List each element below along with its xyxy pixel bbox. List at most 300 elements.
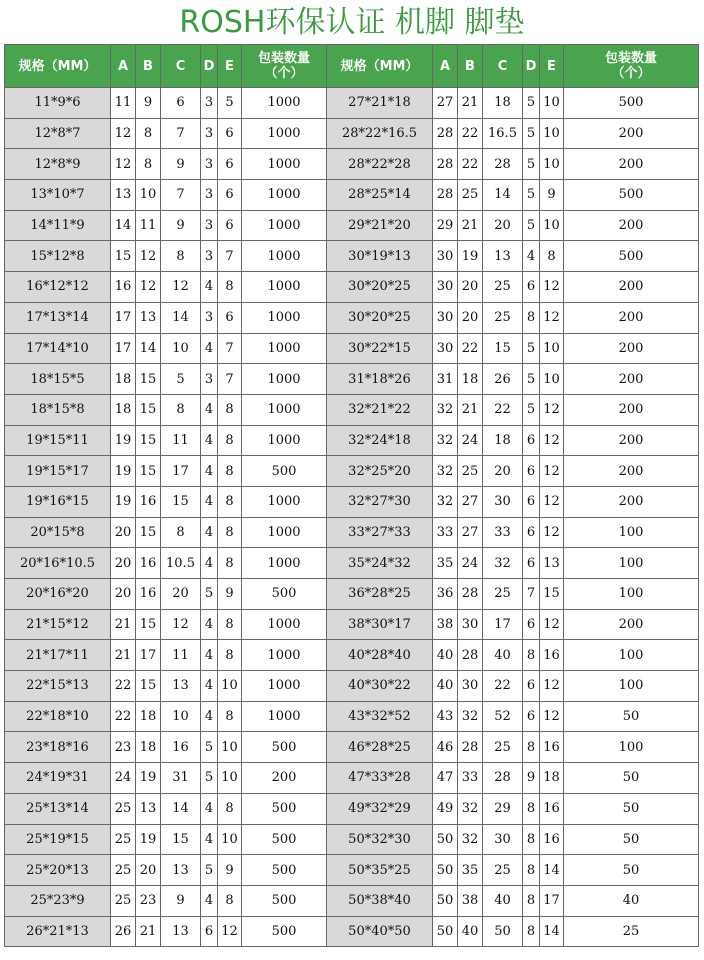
left-spec-cell: 19*15*17 xyxy=(5,456,111,487)
left-quantity-cell: 500 xyxy=(242,885,327,916)
right-quantity-cell: 100 xyxy=(564,671,699,702)
right-quantity-cell: 200 xyxy=(564,456,699,487)
right-b-cell: 32 xyxy=(458,793,483,824)
right-quantity-cell: 100 xyxy=(564,548,699,579)
right-a-cell: 33 xyxy=(433,517,458,548)
left-a-cell: 26 xyxy=(111,916,136,947)
right-a-cell: 35 xyxy=(433,548,458,579)
table-row xyxy=(5,486,699,517)
table-row xyxy=(5,824,699,855)
left-spec-cell: 20*15*8 xyxy=(5,517,111,548)
left-b-cell: 19 xyxy=(136,824,161,855)
left-quantity-cell: 1000 xyxy=(242,149,327,180)
table-header xyxy=(5,45,699,88)
right-c-cell: 25 xyxy=(483,272,523,303)
left-a-cell: 18 xyxy=(111,364,136,395)
right-quantity-cell: 50 xyxy=(564,701,699,732)
right-spec-cell: 30*19*13 xyxy=(327,241,433,272)
right-a-cell: 32 xyxy=(433,425,458,456)
left-spec-cell: 25*23*9 xyxy=(5,885,111,916)
right-a-cell: 43 xyxy=(433,701,458,732)
right-spec-cell: 35*24*32 xyxy=(327,548,433,579)
left-c-cell: 10 xyxy=(161,333,201,364)
left-c-cell: 9 xyxy=(161,149,201,180)
left-c-cell: 14 xyxy=(161,302,201,333)
right-quantity-cell: 200 xyxy=(564,149,699,180)
right-quantity-cell: 50 xyxy=(564,855,699,886)
left-spec-cell: 12*8*9 xyxy=(5,149,111,180)
right-e-cell: 12 xyxy=(540,456,564,487)
right-b-cell: 21 xyxy=(458,88,483,119)
right-b-cell: 24 xyxy=(458,425,483,456)
right-a-cell: 40 xyxy=(433,640,458,671)
right-e-cell: 12 xyxy=(540,517,564,548)
right-a-cell: 46 xyxy=(433,732,458,763)
right-b-cell: 25 xyxy=(458,180,483,211)
right-b-cell: 20 xyxy=(458,272,483,303)
right-quantity-cell: 50 xyxy=(564,824,699,855)
left-d-cell: 4 xyxy=(201,333,218,364)
left-quantity-cell: 1000 xyxy=(242,210,327,241)
left-d-cell: 4 xyxy=(201,548,218,579)
header-c: C xyxy=(483,45,523,88)
table-row xyxy=(5,855,699,886)
left-d-cell: 3 xyxy=(201,241,218,272)
right-d-cell: 6 xyxy=(523,486,540,517)
left-c-cell: 13 xyxy=(161,916,201,947)
left-d-cell: 3 xyxy=(201,149,218,180)
right-c-cell: 25 xyxy=(483,732,523,763)
left-e-cell: 7 xyxy=(218,333,242,364)
right-quantity-cell: 200 xyxy=(564,394,699,425)
right-c-cell: 40 xyxy=(483,640,523,671)
left-spec-cell: 12*8*7 xyxy=(5,118,111,149)
left-e-cell: 8 xyxy=(218,885,242,916)
table-row xyxy=(5,517,699,548)
left-spec-cell: 21*15*12 xyxy=(5,609,111,640)
right-spec-cell: 36*28*25 xyxy=(327,579,433,610)
left-a-cell: 21 xyxy=(111,609,136,640)
right-d-cell: 6 xyxy=(523,272,540,303)
left-e-cell: 6 xyxy=(218,149,242,180)
left-a-cell: 12 xyxy=(111,149,136,180)
right-b-cell: 28 xyxy=(458,579,483,610)
left-d-cell: 3 xyxy=(201,364,218,395)
right-a-cell: 50 xyxy=(433,916,458,947)
right-spec-cell: 28*22*16.5 xyxy=(327,118,433,149)
left-e-cell: 8 xyxy=(218,272,242,303)
header-quantity-line2: （个） xyxy=(264,66,304,81)
table-row xyxy=(5,302,699,333)
left-a-cell: 20 xyxy=(111,517,136,548)
right-e-cell: 15 xyxy=(540,579,564,610)
right-e-cell: 10 xyxy=(540,149,564,180)
left-c-cell: 13 xyxy=(161,671,201,702)
right-a-cell: 28 xyxy=(433,149,458,180)
right-c-cell: 28 xyxy=(483,763,523,794)
left-a-cell: 22 xyxy=(111,701,136,732)
left-e-cell: 6 xyxy=(218,302,242,333)
left-e-cell: 8 xyxy=(218,701,242,732)
right-e-cell: 13 xyxy=(540,548,564,579)
right-spec-cell: 47*33*28 xyxy=(327,763,433,794)
table-row xyxy=(5,701,699,732)
left-spec-cell: 15*12*8 xyxy=(5,241,111,272)
left-b-cell: 18 xyxy=(136,701,161,732)
left-spec-cell: 22*18*10 xyxy=(5,701,111,732)
left-a-cell: 22 xyxy=(111,671,136,702)
right-a-cell: 40 xyxy=(433,671,458,702)
header-quantity-line2: （个） xyxy=(611,66,651,81)
left-spec-cell: 11*9*6 xyxy=(5,88,111,119)
table-row xyxy=(5,885,699,916)
left-spec-cell: 24*19*31 xyxy=(5,763,111,794)
table-row xyxy=(5,763,699,794)
right-d-cell: 6 xyxy=(523,671,540,702)
right-d-cell: 5 xyxy=(523,364,540,395)
left-c-cell: 7 xyxy=(161,180,201,211)
right-a-cell: 30 xyxy=(433,302,458,333)
right-c-cell: 25 xyxy=(483,855,523,886)
right-e-cell: 17 xyxy=(540,885,564,916)
left-b-cell: 10 xyxy=(136,180,161,211)
spec-table xyxy=(4,44,699,947)
left-e-cell: 8 xyxy=(218,793,242,824)
left-b-cell: 12 xyxy=(136,272,161,303)
left-b-cell: 23 xyxy=(136,885,161,916)
right-c-cell: 33 xyxy=(483,517,523,548)
left-spec-cell: 13*10*7 xyxy=(5,180,111,211)
left-d-cell: 3 xyxy=(201,88,218,119)
right-quantity-cell: 500 xyxy=(564,180,699,211)
left-quantity-cell: 500 xyxy=(242,456,327,487)
header-spec: 规格（MM） xyxy=(327,45,433,88)
right-b-cell: 19 xyxy=(458,241,483,272)
right-d-cell: 8 xyxy=(523,732,540,763)
left-d-cell: 6 xyxy=(201,916,218,947)
right-quantity-cell: 50 xyxy=(564,763,699,794)
right-spec-cell: 28*25*14 xyxy=(327,180,433,211)
left-e-cell: 8 xyxy=(218,548,242,579)
right-b-cell: 32 xyxy=(458,701,483,732)
right-b-cell: 18 xyxy=(458,364,483,395)
left-d-cell: 4 xyxy=(201,609,218,640)
right-quantity-cell: 25 xyxy=(564,916,699,947)
right-d-cell: 8 xyxy=(523,793,540,824)
header-e: E xyxy=(218,45,242,88)
right-c-cell: 18 xyxy=(483,88,523,119)
left-a-cell: 25 xyxy=(111,855,136,886)
right-spec-cell: 32*27*30 xyxy=(327,486,433,517)
left-a-cell: 19 xyxy=(111,486,136,517)
left-quantity-cell: 1000 xyxy=(242,272,327,303)
table-row xyxy=(5,456,699,487)
left-b-cell: 17 xyxy=(136,640,161,671)
right-a-cell: 47 xyxy=(433,763,458,794)
header-e: E xyxy=(540,45,564,88)
left-c-cell: 10.5 xyxy=(161,548,201,579)
right-c-cell: 32 xyxy=(483,548,523,579)
right-e-cell: 12 xyxy=(540,486,564,517)
left-spec-cell: 25*19*15 xyxy=(5,824,111,855)
right-d-cell: 6 xyxy=(523,701,540,732)
right-d-cell: 5 xyxy=(523,118,540,149)
left-b-cell: 16 xyxy=(136,548,161,579)
right-d-cell: 4 xyxy=(523,241,540,272)
left-spec-cell: 17*13*14 xyxy=(5,302,111,333)
left-a-cell: 17 xyxy=(111,333,136,364)
left-b-cell: 15 xyxy=(136,425,161,456)
left-c-cell: 20 xyxy=(161,579,201,610)
left-quantity-cell: 1000 xyxy=(242,640,327,671)
right-a-cell: 50 xyxy=(433,855,458,886)
right-quantity-cell: 200 xyxy=(564,210,699,241)
left-c-cell: 11 xyxy=(161,425,201,456)
right-b-cell: 40 xyxy=(458,916,483,947)
right-spec-cell: 46*28*25 xyxy=(327,732,433,763)
left-e-cell: 12 xyxy=(218,916,242,947)
left-spec-cell: 18*15*5 xyxy=(5,364,111,395)
left-b-cell: 8 xyxy=(136,149,161,180)
right-b-cell: 22 xyxy=(458,333,483,364)
right-d-cell: 6 xyxy=(523,456,540,487)
left-d-cell: 4 xyxy=(201,272,218,303)
right-quantity-cell: 100 xyxy=(564,640,699,671)
right-e-cell: 12 xyxy=(540,609,564,640)
left-spec-cell: 25*20*13 xyxy=(5,855,111,886)
left-spec-cell: 19*16*15 xyxy=(5,486,111,517)
left-a-cell: 19 xyxy=(111,425,136,456)
left-b-cell: 13 xyxy=(136,302,161,333)
left-e-cell: 8 xyxy=(218,517,242,548)
left-c-cell: 13 xyxy=(161,855,201,886)
header-quantity xyxy=(564,45,699,88)
right-e-cell: 16 xyxy=(540,732,564,763)
left-e-cell: 10 xyxy=(218,763,242,794)
left-quantity-cell: 500 xyxy=(242,916,327,947)
left-a-cell: 19 xyxy=(111,456,136,487)
left-b-cell: 12 xyxy=(136,241,161,272)
right-a-cell: 29 xyxy=(433,210,458,241)
left-spec-cell: 20*16*20 xyxy=(5,579,111,610)
left-a-cell: 11 xyxy=(111,88,136,119)
left-b-cell: 15 xyxy=(136,394,161,425)
right-e-cell: 16 xyxy=(540,824,564,855)
left-a-cell: 12 xyxy=(111,118,136,149)
right-quantity-cell: 100 xyxy=(564,579,699,610)
left-d-cell: 3 xyxy=(201,210,218,241)
right-e-cell: 10 xyxy=(540,210,564,241)
right-a-cell: 30 xyxy=(433,272,458,303)
left-quantity-cell: 500 xyxy=(242,579,327,610)
left-quantity-cell: 1000 xyxy=(242,241,327,272)
right-b-cell: 24 xyxy=(458,548,483,579)
left-e-cell: 8 xyxy=(218,640,242,671)
table-row xyxy=(5,241,699,272)
left-a-cell: 20 xyxy=(111,548,136,579)
table-row xyxy=(5,272,699,303)
right-spec-cell: 40*28*40 xyxy=(327,640,433,671)
left-spec-cell: 20*16*10.5 xyxy=(5,548,111,579)
right-e-cell: 12 xyxy=(540,671,564,702)
right-e-cell: 12 xyxy=(540,272,564,303)
left-quantity-cell: 200 xyxy=(242,763,327,794)
right-a-cell: 30 xyxy=(433,241,458,272)
right-e-cell: 14 xyxy=(540,916,564,947)
left-a-cell: 20 xyxy=(111,579,136,610)
right-a-cell: 49 xyxy=(433,793,458,824)
right-c-cell: 40 xyxy=(483,885,523,916)
right-spec-cell: 40*30*22 xyxy=(327,671,433,702)
right-quantity-cell: 50 xyxy=(564,793,699,824)
right-d-cell: 6 xyxy=(523,517,540,548)
left-a-cell: 25 xyxy=(111,824,136,855)
left-e-cell: 6 xyxy=(218,118,242,149)
right-spec-cell: 30*20*25 xyxy=(327,272,433,303)
right-e-cell: 12 xyxy=(540,394,564,425)
right-quantity-cell: 200 xyxy=(564,118,699,149)
right-spec-cell: 50*35*25 xyxy=(327,855,433,886)
right-a-cell: 38 xyxy=(433,609,458,640)
right-b-cell: 25 xyxy=(458,456,483,487)
right-e-cell: 16 xyxy=(540,640,564,671)
left-quantity-cell: 500 xyxy=(242,824,327,855)
left-e-cell: 8 xyxy=(218,394,242,425)
left-d-cell: 3 xyxy=(201,118,218,149)
table-row xyxy=(5,579,699,610)
header-d: D xyxy=(201,45,218,88)
right-a-cell: 50 xyxy=(433,885,458,916)
left-c-cell: 9 xyxy=(161,210,201,241)
left-b-cell: 20 xyxy=(136,855,161,886)
right-spec-cell: 50*40*50 xyxy=(327,916,433,947)
left-a-cell: 16 xyxy=(111,272,136,303)
right-c-cell: 25 xyxy=(483,302,523,333)
right-b-cell: 22 xyxy=(458,149,483,180)
header-quantity xyxy=(242,45,327,88)
right-b-cell: 28 xyxy=(458,640,483,671)
left-quantity-cell: 1000 xyxy=(242,517,327,548)
left-b-cell: 13 xyxy=(136,793,161,824)
left-b-cell: 21 xyxy=(136,916,161,947)
table-row xyxy=(5,793,699,824)
table-row xyxy=(5,394,699,425)
left-c-cell: 8 xyxy=(161,241,201,272)
left-b-cell: 15 xyxy=(136,456,161,487)
left-b-cell: 19 xyxy=(136,763,161,794)
left-b-cell: 15 xyxy=(136,671,161,702)
left-a-cell: 13 xyxy=(111,180,136,211)
left-a-cell: 25 xyxy=(111,885,136,916)
right-b-cell: 38 xyxy=(458,885,483,916)
right-b-cell: 33 xyxy=(458,763,483,794)
left-a-cell: 18 xyxy=(111,394,136,425)
left-quantity-cell: 500 xyxy=(242,793,327,824)
left-c-cell: 8 xyxy=(161,394,201,425)
table-row xyxy=(5,609,699,640)
header-spec: 规格（MM） xyxy=(5,45,111,88)
left-quantity-cell: 1000 xyxy=(242,701,327,732)
right-spec-cell: 50*32*30 xyxy=(327,824,433,855)
right-c-cell: 13 xyxy=(483,241,523,272)
left-d-cell: 4 xyxy=(201,793,218,824)
left-quantity-cell: 1000 xyxy=(242,364,327,395)
header-quantity-line1: 包装数量 xyxy=(604,51,657,66)
table-row xyxy=(5,640,699,671)
left-quantity-cell: 500 xyxy=(242,732,327,763)
left-c-cell: 31 xyxy=(161,763,201,794)
right-d-cell: 5 xyxy=(523,88,540,119)
right-c-cell: 18 xyxy=(483,425,523,456)
right-spec-cell: 32*25*20 xyxy=(327,456,433,487)
left-spec-cell: 17*14*10 xyxy=(5,333,111,364)
right-d-cell: 9 xyxy=(523,763,540,794)
left-b-cell: 15 xyxy=(136,364,161,395)
right-d-cell: 7 xyxy=(523,579,540,610)
left-a-cell: 15 xyxy=(111,241,136,272)
left-c-cell: 12 xyxy=(161,609,201,640)
right-e-cell: 12 xyxy=(540,701,564,732)
table-row xyxy=(5,149,699,180)
right-e-cell: 10 xyxy=(540,88,564,119)
right-a-cell: 28 xyxy=(433,180,458,211)
right-e-cell: 16 xyxy=(540,793,564,824)
right-quantity-cell: 200 xyxy=(564,486,699,517)
left-e-cell: 6 xyxy=(218,180,242,211)
right-c-cell: 30 xyxy=(483,486,523,517)
table-row xyxy=(5,548,699,579)
table-row xyxy=(5,671,699,702)
left-c-cell: 5 xyxy=(161,364,201,395)
right-c-cell: 15 xyxy=(483,333,523,364)
left-d-cell: 4 xyxy=(201,640,218,671)
left-b-cell: 11 xyxy=(136,210,161,241)
left-quantity-cell: 1000 xyxy=(242,180,327,211)
right-c-cell: 26 xyxy=(483,364,523,395)
left-e-cell: 10 xyxy=(218,732,242,763)
right-e-cell: 18 xyxy=(540,763,564,794)
left-c-cell: 14 xyxy=(161,793,201,824)
right-c-cell: 25 xyxy=(483,579,523,610)
right-a-cell: 36 xyxy=(433,579,458,610)
right-d-cell: 8 xyxy=(523,916,540,947)
left-spec-cell: 26*21*13 xyxy=(5,916,111,947)
left-c-cell: 7 xyxy=(161,118,201,149)
right-spec-cell: 32*24*18 xyxy=(327,425,433,456)
right-spec-cell: 49*32*29 xyxy=(327,793,433,824)
right-b-cell: 22 xyxy=(458,118,483,149)
right-c-cell: 20 xyxy=(483,456,523,487)
left-d-cell: 4 xyxy=(201,394,218,425)
right-spec-cell: 29*21*20 xyxy=(327,210,433,241)
right-c-cell: 22 xyxy=(483,394,523,425)
left-d-cell: 4 xyxy=(201,486,218,517)
left-c-cell: 16 xyxy=(161,732,201,763)
left-e-cell: 8 xyxy=(218,425,242,456)
right-spec-cell: 33*27*33 xyxy=(327,517,433,548)
right-b-cell: 21 xyxy=(458,394,483,425)
left-quantity-cell: 1000 xyxy=(242,394,327,425)
left-b-cell: 9 xyxy=(136,88,161,119)
left-quantity-cell: 500 xyxy=(242,855,327,886)
left-d-cell: 4 xyxy=(201,824,218,855)
right-a-cell: 32 xyxy=(433,456,458,487)
left-d-cell: 4 xyxy=(201,517,218,548)
right-a-cell: 27 xyxy=(433,88,458,119)
right-spec-cell: 43*32*52 xyxy=(327,701,433,732)
right-c-cell: 30 xyxy=(483,824,523,855)
right-b-cell: 20 xyxy=(458,302,483,333)
